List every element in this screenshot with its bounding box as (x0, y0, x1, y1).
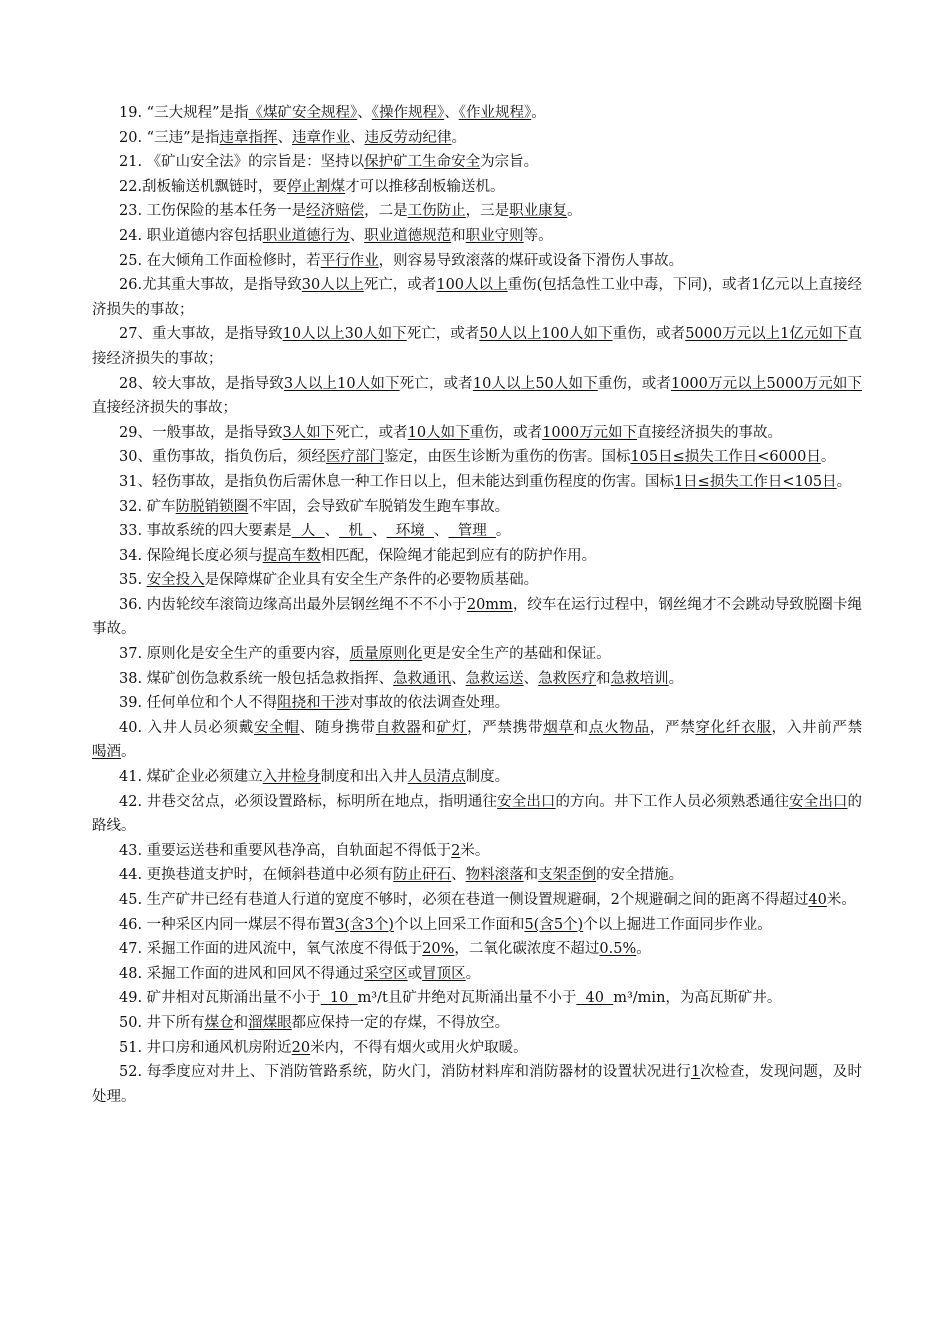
question-list (92, 101, 862, 1109)
answer-blank: 阻挠和干涉 (277, 695, 350, 712)
item-text: 对事故的依法调查处理。 (349, 695, 510, 712)
item-text: 、 (451, 867, 466, 884)
answer-blank: 停止割煤 (287, 178, 346, 195)
item-text: 更是安全生产的基础和保证。 (422, 646, 611, 663)
item-text: 49. 矿井相对瓦斯涌出量不小于 (119, 990, 321, 1007)
answer-blank: 保护矿工生命安全 (364, 154, 481, 171)
answer-blank: 20mm (466, 596, 513, 613)
item-text: 等。 (523, 227, 553, 244)
answer-blank: 安全帽 (253, 719, 300, 736)
item-text: 个以上掘进工作面同步作业。 (583, 916, 772, 933)
item-text: 次检查，发现问题，及时处理。 (92, 1064, 862, 1105)
item-text: 和 (596, 670, 611, 687)
item-text: 死亡，或者 (335, 424, 408, 441)
answer-blank: 40 (576, 990, 614, 1007)
question-item (92, 1060, 862, 1109)
item-text: m³/min，为高瓦斯矿井。 (613, 990, 782, 1007)
item-text: ，严禁 (649, 719, 696, 736)
answer-blank: 急救运送 (465, 670, 524, 687)
question-item (92, 101, 862, 126)
item-text: 30、重伤事故，指负伤后，须经 (119, 449, 326, 466)
answer-blank: 安全投入 (146, 572, 205, 589)
item-text: 、 (372, 523, 387, 540)
question-item (92, 863, 862, 888)
answer-blank: 冒顶区 (422, 965, 466, 982)
answer-blank: 《煤矿安全规程》 (248, 105, 358, 121)
answer-blank: 10人如下 (407, 424, 470, 441)
item-text: 重伤(包括急性工业中毒，下同)，或者1亿元以上直接经济损失的事故； (92, 277, 863, 318)
item-text: 鉴定，由医生诊断为重伤的伤害。国标 (383, 449, 631, 466)
item-text: 直接经济损失的事故； (92, 326, 862, 367)
answer-blank: 10 (320, 990, 358, 1007)
answer-blank: 质量原则化 (349, 646, 423, 663)
answer-blank: 20% (422, 941, 455, 958)
item-text: 50. 井下所有 (119, 1014, 205, 1031)
item-text: 42. 井巷交岔点，必须设置路标，标明所在地点，指明通往 (119, 793, 498, 810)
answer-blank: 医疗部门 (325, 449, 384, 466)
question-item (92, 273, 862, 322)
answer-blank: 3人如下 (282, 424, 336, 441)
answer-blank: 5(含5个) (524, 916, 584, 933)
answer-blank: 物料滚落 (465, 867, 524, 884)
item-text: 和 (451, 227, 466, 244)
question-item (92, 445, 862, 470)
answer-blank: 急救培训 (610, 670, 669, 687)
item-text: 的安全措施。 (596, 867, 684, 884)
answer-blank: 3(含3个) (335, 916, 394, 933)
answer-blank: 穿化纤衣服 (695, 719, 772, 736)
answer-blank: 40 (808, 892, 827, 908)
item-text: 45. 生产矿井已经有巷道人行道的宽度不够时，必须在巷道一侧设置规避硐，2个规避硐之间的距离不得超过 (119, 892, 809, 908)
item-text: 直接经济损失的事故； (92, 400, 237, 417)
answer-blank: 人 (291, 523, 325, 540)
answer-blank: 职业道德规范 (364, 227, 452, 244)
item-text: 、 (324, 523, 340, 540)
item-text: 的方向。井下工作人员必须熟悉通往 (555, 793, 790, 810)
item-text: 死亡，或者 (406, 326, 480, 343)
question-item (92, 691, 862, 716)
item-text: 33. 事故系统的四大要素是 (119, 523, 292, 540)
question-item (92, 962, 862, 987)
item-text: 、 (350, 129, 365, 146)
answer-blank: 煤仓 (204, 1014, 234, 1031)
question-item (92, 839, 862, 864)
item-text: 不牢固，会导致矿车脱销发生跑车事故。 (248, 498, 510, 515)
item-text: 是保障煤矿企业具有安全生产条件的必要物质基础。 (204, 572, 539, 589)
item-text: 米。 (826, 892, 856, 908)
answer-blank: 环境 (386, 523, 434, 540)
answer-blank: 《作业规程》 (458, 105, 532, 121)
item-text: 个以上回采工作面和 (393, 916, 525, 933)
answer-blank: 采空区 (364, 965, 408, 982)
item-text: 、 (433, 523, 449, 540)
item-text: ，三是 (465, 203, 510, 220)
item-text: 才可以推移刮板输送机。 (345, 178, 505, 195)
question-item (92, 667, 862, 692)
question-item (92, 544, 862, 569)
item-text: 20. “三违”是指 (119, 129, 220, 146)
question-item (92, 913, 862, 938)
answer-blank: 违章作业 (292, 129, 350, 146)
answer-blank: 职业守则 (465, 227, 524, 244)
answer-blank: 自救器 (375, 719, 422, 736)
answer-blank: 100人以上 (436, 277, 508, 294)
item-text: 、 (277, 129, 292, 146)
item-text: 重伤，或者 (612, 326, 686, 343)
answer-blank: 职业道德行为 (262, 227, 350, 244)
answer-blank: 违反劳动纪律 (364, 129, 452, 146)
question-item (92, 495, 862, 520)
item-text: 19. “三大规程”是指 (119, 105, 249, 121)
item-text: 为宗旨。 (480, 154, 539, 171)
question-item (92, 642, 862, 667)
item-text: 相匹配，保险绳才能起到应有的防护作用。 (320, 547, 597, 564)
item-text: ，严禁携带 (467, 719, 544, 736)
item-text: 35. (119, 572, 147, 589)
answer-blank: 5000万元以上1亿元如下 (685, 326, 848, 343)
item-text: 24. 职业道德内容包括 (119, 227, 263, 244)
answer-blank: 1 (691, 1064, 701, 1081)
item-text: 的路线。 (92, 793, 863, 835)
answer-blank: 1日≤损失工作日<105日 (673, 473, 837, 490)
question-item (92, 568, 862, 593)
item-text: 、 (357, 105, 372, 121)
answer-blank: 2 (451, 842, 461, 859)
question-item (92, 249, 862, 274)
item-text: 31、轻伤事故，是指负伤后需休息一种工作日以上，但未能达到重伤程度的伤害。国标 (119, 473, 674, 490)
item-text: 和 (233, 1014, 249, 1031)
item-text: 、 (451, 670, 466, 687)
item-text: ，则容易导致滚落的煤矸或设备下滑伤人事故。 (378, 252, 684, 269)
question-item (92, 421, 862, 446)
answer-blank: 烟草 (543, 719, 574, 736)
question-item (92, 224, 862, 249)
item-text: 重伤，或者 (469, 424, 543, 441)
item-text: 41. 煤矿企业必须建立 (119, 769, 263, 786)
item-text: 。 (465, 965, 481, 982)
answer-blank: 10人以上30人如下 (282, 326, 407, 343)
item-text: 、 (444, 105, 459, 121)
answer-blank: 入井检身 (262, 769, 321, 786)
item-text: 46. 一种采区内同一煤层不得布置 (119, 916, 336, 933)
answer-blank: 安全出口 (789, 793, 848, 810)
answer-blank: 溜煤眼 (248, 1014, 292, 1031)
answer-blank: 人员清点 (407, 769, 466, 786)
item-text: 23. 工伤保险的基本任务一是 (119, 203, 307, 220)
item-text: 米内，不得有烟火或用火炉取暖。 (310, 1039, 528, 1056)
answer-blank: 1000万元以上5000万元如下 (670, 375, 862, 392)
item-text: 36. 内齿轮绞车滚筒边缘高出最外层钢丝绳不不不小于 (119, 596, 467, 613)
item-text: 、 (349, 227, 365, 244)
answer-blank: 机 (339, 523, 373, 540)
answer-blank: 3人以上10人如下 (283, 375, 400, 392)
item-text: ，绞车在运行过程中，钢丝绳才不会跳动导致脱圈卡绳事故。 (92, 596, 863, 638)
item-text: 47. 采掘工作面的进风流中，氧气浓度不得低于 (119, 941, 423, 958)
item-text: 43. 重要运送巷和重要风巷净高，自轨面起不得低于 (119, 842, 452, 859)
item-text: 27、重大事故，是指导致 (119, 326, 283, 343)
item-text: 22.刮板输送机飘链时，要 (119, 178, 288, 195)
item-text: 死亡，或者 (399, 375, 473, 392)
item-text: 25. 在大倾角工作面检修时，若 (119, 252, 321, 269)
item-text: 52. 每季度应对井上、下消防管路系统，防火门，消防材料库和消防器材的设置状况进行 (119, 1064, 691, 1081)
answer-blank: 防脱销锁圈 (175, 498, 249, 515)
answer-blank: 《操作规程》 (371, 105, 445, 121)
item-text: 32. 矿车 (119, 498, 176, 515)
item-text: 。 (121, 744, 136, 761)
question-item (92, 199, 862, 224)
item-text: 21. 《矿山安全法》的宗旨是：坚持以 (119, 154, 365, 171)
question-item (92, 790, 862, 839)
question-item (92, 126, 862, 151)
item-text: 和 (523, 867, 539, 884)
answer-blank: 1000万元如下 (542, 424, 638, 441)
item-text: 48. 采掘工作面的进风和回风不得通过 (119, 965, 365, 982)
question-item (92, 150, 862, 175)
question-item (92, 175, 862, 200)
question-item (92, 322, 862, 371)
answer-blank: 工伤防止 (407, 203, 466, 220)
answer-blank: 急救医疗 (538, 670, 597, 687)
item-text: 。 (668, 670, 684, 687)
item-text: 。 (495, 523, 511, 540)
question-item (92, 937, 862, 962)
item-text: 。 (451, 129, 466, 146)
item-text: 都应保持一定的存煤，不得放空。 (291, 1014, 510, 1031)
item-text: 、随身携带 (299, 719, 376, 736)
answer-blank: 管理 (448, 523, 496, 540)
question-item (92, 519, 862, 544)
item-text: 重伤，或者 (597, 375, 671, 392)
question-item (92, 888, 862, 913)
item-text: ，入井前严禁 (771, 719, 863, 736)
question-item (92, 1036, 862, 1061)
item-text: 34. 保险绳长度必须与 (119, 547, 263, 564)
answer-blank: 急救通讯 (393, 670, 452, 687)
answer-blank: 105日≤损失工作日<6000日 (630, 449, 821, 466)
answer-blank: 支架歪倒 (538, 867, 597, 884)
item-text: 29、一般事故，是指导致 (119, 424, 283, 441)
item-text: 37. 原则化是安全生产的重要内容， (119, 646, 350, 663)
answer-blank: 平行作业 (320, 252, 379, 269)
item-text: 制度。 (465, 769, 510, 786)
answer-blank: 安全出口 (497, 793, 556, 810)
answer-blank: 提高车数 (262, 547, 321, 564)
item-text: m³/t且矿井绝对瓦斯涌出量不小于 (357, 990, 577, 1007)
answer-blank: 50人以上100人如下 (479, 326, 613, 343)
question-item (92, 470, 862, 495)
answer-blank: 违章指挥 (219, 129, 278, 146)
item-text: 44. 更换巷道支护时，在倾斜巷道中必须有 (119, 867, 394, 884)
item-text: 和 (573, 719, 589, 736)
question-item (92, 986, 862, 1011)
answer-blank: 20 (291, 1039, 311, 1056)
question-item (92, 372, 862, 421)
question-item (92, 765, 862, 790)
answer-blank: 防止矸石 (393, 867, 452, 884)
item-text: 26.尤其重大事故，是指导致 (119, 277, 302, 294)
item-text: 直接经济损失的事故。 (637, 424, 783, 441)
item-text: ，二是 (364, 203, 408, 220)
question-item (92, 593, 862, 642)
question-item (92, 716, 862, 765)
answer-blank: 职业康复 (509, 203, 568, 220)
item-text: 39. 任何单位和个人不得 (119, 695, 278, 712)
item-text: 。 (836, 473, 852, 490)
answer-blank: 0.5% (599, 941, 637, 958)
item-text: 28、较大事故，是指导致 (119, 375, 284, 392)
answer-blank: 喝酒 (92, 744, 121, 761)
item-text: 制度和出入井 (320, 769, 408, 786)
item-text: 。 (820, 449, 836, 466)
item-text: 和 (421, 719, 437, 736)
item-text: 、 (523, 670, 539, 687)
item-text: 40. 入井人员必须戴 (119, 719, 254, 736)
item-text: 米。 (460, 842, 490, 859)
answer-blank: 经济赔偿 (306, 203, 365, 220)
answer-blank: 10人以上50人如下 (472, 375, 598, 392)
question-item (92, 1011, 862, 1036)
item-text: 38. 煤矿创伤急救系统一般包括急救指挥、 (119, 670, 394, 687)
item-text: 51. 井口房和通风机房附近 (119, 1039, 292, 1056)
answer-blank: 点火物品 (588, 719, 650, 736)
answer-blank: 矿灯 (436, 719, 468, 736)
item-text: 。 (531, 105, 546, 121)
answer-blank: 30人以上 (301, 277, 364, 294)
item-text: 。 (636, 941, 651, 958)
item-text: 死亡，或者 (363, 277, 437, 294)
item-text: 。 (567, 203, 582, 220)
item-text: ，二氧化碳浓度不超过 (454, 941, 600, 958)
item-text: 或 (407, 965, 423, 982)
